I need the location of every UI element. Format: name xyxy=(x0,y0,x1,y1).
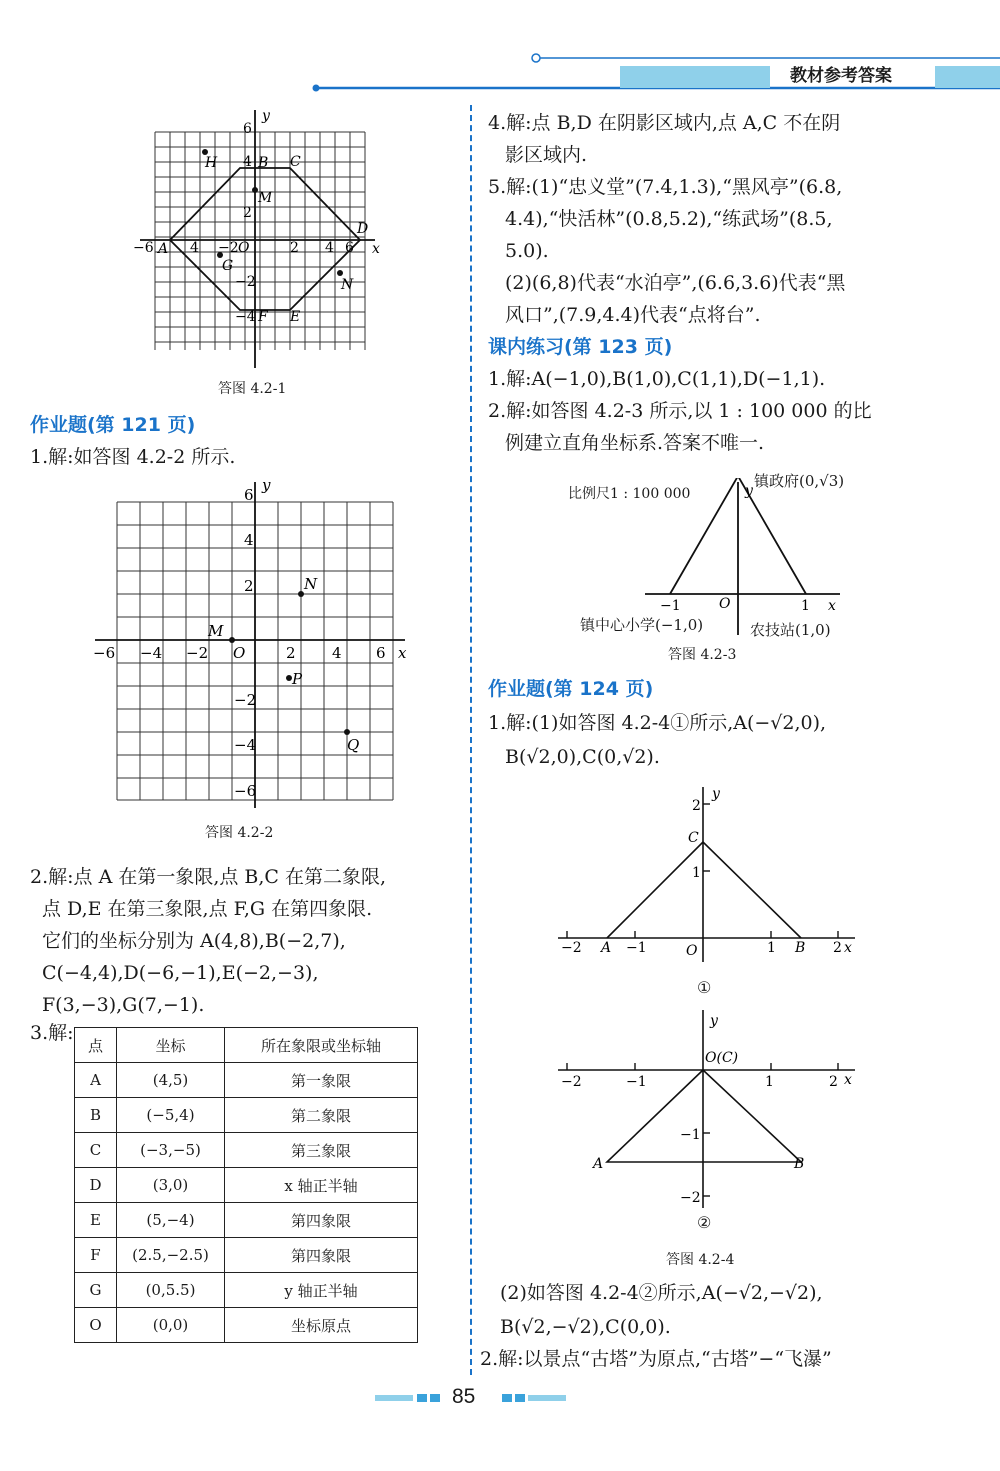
hw1b-line-1: (2)如答图 4.2-4②所示,A(−√2,−√2), xyxy=(500,1282,823,1304)
svg-text:4: 4 xyxy=(243,154,252,170)
hw1-line-1: 1.解:(1)如答图 4.2-4①所示,A(−√2,0), xyxy=(488,712,827,734)
svg-text:−1: −1 xyxy=(626,1074,647,1090)
hw1b-line-2: B(√2,−√2),C(0,0). xyxy=(500,1316,671,1338)
table-header: 坐标 xyxy=(117,1028,225,1063)
table-cell: 第三象限 xyxy=(225,1133,418,1168)
svg-text:6: 6 xyxy=(376,644,386,662)
svg-text:−1: −1 xyxy=(660,598,681,614)
table-cell: 坐标原点 xyxy=(225,1308,418,1343)
table-cell: O xyxy=(75,1308,117,1343)
svg-text:−6: −6 xyxy=(234,782,257,800)
fig3-right-label: 农技站(1,0) xyxy=(750,621,831,639)
table-cell: 第二象限 xyxy=(225,1098,418,1133)
fig3-top-label: 镇政府(0,√3) xyxy=(754,472,845,490)
svg-text:A: A xyxy=(158,241,169,257)
table-row xyxy=(75,1273,418,1308)
svg-text:M: M xyxy=(208,622,224,640)
table-cell: (5,−4) xyxy=(117,1203,225,1238)
column-divider xyxy=(470,105,472,1375)
figure-4-2-1 xyxy=(130,105,390,370)
kn2-line-1: 2.解:如答图 4.2-3 所示,以 1 : 100 000 的比 xyxy=(488,400,872,422)
kn2-line-2: 例建立直角坐标系.答案不唯一. xyxy=(505,432,765,454)
table-row xyxy=(75,1063,418,1098)
fig4-caption: 答图 4.2-4 xyxy=(666,1252,735,1268)
svg-text:N: N xyxy=(341,277,354,293)
svg-text:−6: −6 xyxy=(133,240,154,256)
svg-text:D: D xyxy=(357,221,369,237)
svg-text:4: 4 xyxy=(244,531,254,549)
table-cell: 第四象限 xyxy=(225,1203,418,1238)
kn-title: 课内练习(第 123 页) xyxy=(488,336,673,358)
hw2-text: 2.解:以景点“古塔”为原点,“古塔”−“飞瀑” xyxy=(480,1348,832,1370)
header-title: 教材参考答案 xyxy=(790,66,892,86)
q2-line-3: 它们的坐标分别为 A(4,8),B(−2,7), xyxy=(42,930,346,952)
svg-text:1: 1 xyxy=(692,865,701,881)
svg-text:F: F xyxy=(258,309,268,325)
svg-text:O(C): O(C) xyxy=(705,1050,739,1066)
coordinate-table xyxy=(74,1027,418,1343)
hw124-title: 作业题(第 124 页) xyxy=(488,678,654,700)
table-header-row xyxy=(75,1028,418,1063)
table-cell: (3,0) xyxy=(117,1168,225,1203)
svg-text:1: 1 xyxy=(765,1074,774,1090)
svg-text:H: H xyxy=(205,155,218,171)
figure-4-2-2 xyxy=(90,478,420,808)
svg-text:−2: −2 xyxy=(186,644,209,662)
svg-text:−4: −4 xyxy=(140,644,163,662)
q4-line-2: 影区域内. xyxy=(505,144,588,166)
q3-label: 3.解: xyxy=(30,1022,74,1044)
svg-text:1: 1 xyxy=(801,598,810,614)
svg-text:6: 6 xyxy=(345,240,354,256)
svg-text:6: 6 xyxy=(243,121,252,137)
svg-text:−2: −2 xyxy=(218,240,239,256)
svg-text:O: O xyxy=(719,596,731,612)
svg-text:x: x xyxy=(828,598,836,614)
svg-text:G: G xyxy=(222,258,234,274)
svg-text:B: B xyxy=(794,1156,805,1172)
svg-text:M: M xyxy=(258,190,273,206)
svg-text:y: y xyxy=(262,108,270,124)
table-cell: (2.5,−2.5) xyxy=(117,1238,225,1273)
table-cell: B xyxy=(75,1098,117,1133)
table-cell: y 轴正半轴 xyxy=(225,1273,418,1308)
svg-text:−1: −1 xyxy=(680,1127,701,1143)
svg-text:y: y xyxy=(262,478,271,494)
q2-line-1: 2.解:点 A 在第一象限,点 B,C 在第二象限, xyxy=(30,866,387,888)
table-cell: C xyxy=(75,1133,117,1168)
table-cell: F xyxy=(75,1238,117,1273)
svg-text:4: 4 xyxy=(325,240,334,256)
table-row xyxy=(75,1098,418,1133)
svg-text:B: B xyxy=(795,940,806,956)
svg-text:−2: −2 xyxy=(680,1190,701,1206)
fig3-scale: 比例尺1 : 100 000 xyxy=(568,486,691,502)
svg-text:y: y xyxy=(712,786,720,802)
table-row xyxy=(75,1238,418,1273)
svg-text:Q: Q xyxy=(347,736,360,754)
table-cell: 第四象限 xyxy=(225,1238,418,1273)
svg-text:−2: −2 xyxy=(235,274,256,290)
table-cell: (−5,4) xyxy=(117,1098,225,1133)
svg-text:O: O xyxy=(233,644,246,662)
q5-line-3: 5.0). xyxy=(505,240,549,262)
svg-text:2: 2 xyxy=(833,940,842,956)
table-cell: (0,5.5) xyxy=(117,1273,225,1308)
svg-text:2: 2 xyxy=(829,1074,838,1090)
svg-text:N: N xyxy=(304,575,318,593)
svg-text:C: C xyxy=(688,830,699,846)
table-cell: (4,5) xyxy=(117,1063,225,1098)
table-cell: E xyxy=(75,1203,117,1238)
q2-line-5: F(3,−3),G(7,−1). xyxy=(42,994,205,1016)
table-cell: D xyxy=(75,1168,117,1203)
table-cell: x 轴正半轴 xyxy=(225,1168,418,1203)
svg-text:6: 6 xyxy=(244,486,254,504)
svg-text:P: P xyxy=(292,670,303,688)
table-cell: 第一象限 xyxy=(225,1063,418,1098)
q4-line-1: 4.解:点 B,D 在阴影区域内,点 A,C 不在阴 xyxy=(488,112,841,134)
svg-text:y: y xyxy=(745,483,753,499)
fig1-caption: 答图 4.2-1 xyxy=(218,381,287,397)
q2-line-2: 点 D,E 在第三象限,点 F,G 在第四象限. xyxy=(42,898,373,920)
svg-text:C: C xyxy=(290,154,301,170)
header-bar xyxy=(0,0,1000,100)
svg-text:2: 2 xyxy=(286,644,296,662)
svg-text:x: x xyxy=(372,241,380,257)
figure-4-2-4-2 xyxy=(555,1008,860,1210)
svg-text:−6: −6 xyxy=(93,644,116,662)
hw121-title: 作业题(第 121 页) xyxy=(30,414,196,436)
svg-text:4: 4 xyxy=(190,240,199,256)
table-row xyxy=(75,1308,418,1343)
svg-text:O: O xyxy=(238,240,250,256)
table-cell: A xyxy=(75,1063,117,1098)
table-cell: G xyxy=(75,1273,117,1308)
q5-line-5: 风口”,(7.9,4.4)代表“点将台”. xyxy=(505,304,761,326)
fig3-left-label: 镇中心小学(−1,0) xyxy=(580,616,704,634)
svg-text:A: A xyxy=(601,940,612,956)
q2-line-4: C(−4,4),D(−6,−1),E(−2,−3), xyxy=(42,962,319,984)
table-header: 所在象限或坐标轴 xyxy=(225,1028,418,1063)
kn1-text: 1.解:A(−1,0),B(1,0),C(1,1),D(−1,1). xyxy=(488,368,826,390)
hw1-line-2: B(√2,0),C(0,√2). xyxy=(505,746,660,768)
q1-text: 1.解:如答图 4.2-2 所示. xyxy=(30,446,236,468)
svg-text:−1: −1 xyxy=(626,940,647,956)
svg-text:2: 2 xyxy=(692,798,701,814)
svg-text:−4: −4 xyxy=(235,309,256,325)
fig4-label-2: ② xyxy=(697,1213,712,1232)
svg-text:2: 2 xyxy=(290,240,299,256)
svg-text:x: x xyxy=(844,1072,852,1088)
svg-text:B: B xyxy=(258,155,269,171)
fig3-caption: 答图 4.2-3 xyxy=(668,647,737,663)
svg-text:x: x xyxy=(398,644,407,662)
table-header: 点 xyxy=(75,1028,117,1063)
fig4-label-1: ① xyxy=(697,978,712,997)
q5-line-4: (2)(6,8)代表“水泊亭”,(6.6,3.6)代表“黑 xyxy=(505,272,846,294)
svg-text:−4: −4 xyxy=(234,736,257,754)
svg-text:−2: −2 xyxy=(561,1074,582,1090)
table-row xyxy=(75,1168,418,1203)
table-cell: (0,0) xyxy=(117,1308,225,1343)
fig2-caption: 答图 4.2-2 xyxy=(205,825,274,841)
svg-text:2: 2 xyxy=(244,577,254,595)
svg-text:y: y xyxy=(710,1013,718,1029)
svg-text:2: 2 xyxy=(243,205,252,221)
q5-line-1: 5.解:(1)“忠义堂”(7.4,1.3),“黑风亭”(6.8, xyxy=(488,176,843,198)
table-cell: (−3,−5) xyxy=(117,1133,225,1168)
svg-text:1: 1 xyxy=(767,940,776,956)
svg-text:4: 4 xyxy=(332,644,342,662)
svg-text:x: x xyxy=(844,940,852,956)
svg-text:−2: −2 xyxy=(234,691,257,709)
svg-text:A: A xyxy=(593,1156,604,1172)
q5-line-2: 4.4),“快活林”(0.8,5.2),“练武场”(8.5, xyxy=(505,208,833,230)
table-row xyxy=(75,1133,418,1168)
figure-4-2-4-1 xyxy=(555,785,860,965)
table-row xyxy=(75,1203,418,1238)
svg-text:−2: −2 xyxy=(561,940,582,956)
page-number: 85 xyxy=(452,1385,476,1408)
svg-text:E: E xyxy=(290,309,301,325)
svg-text:O: O xyxy=(686,943,698,959)
